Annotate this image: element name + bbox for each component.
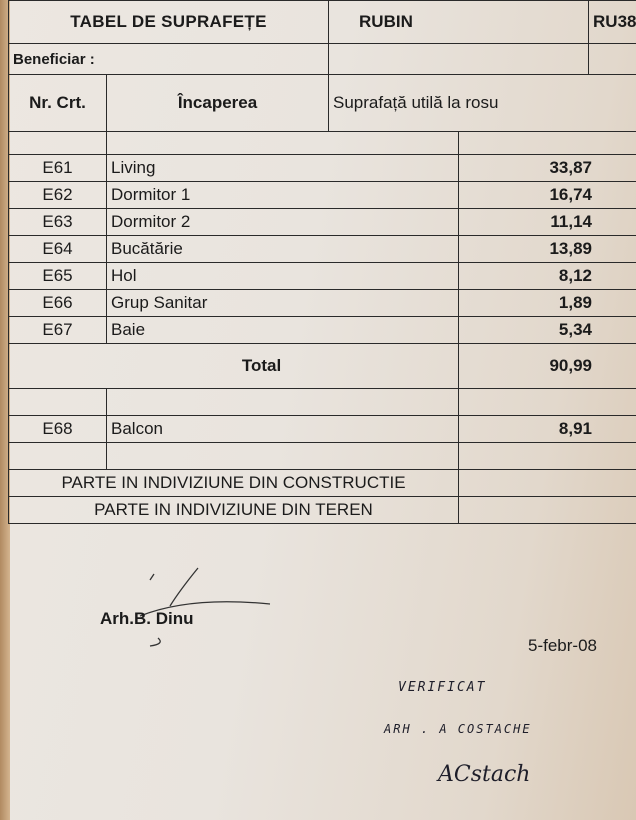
project-code: RU38 xyxy=(589,1,636,44)
room-name: Dormitor 1 xyxy=(107,182,459,209)
balcony-area: 8,91 xyxy=(459,416,636,443)
table-title: TABEL DE SUPRAFEȚE xyxy=(9,1,329,44)
total-label: Total xyxy=(9,344,459,389)
room-area: 11,14 xyxy=(459,209,636,236)
share-construction-row xyxy=(9,470,636,497)
room-area: 13,89 xyxy=(459,236,636,263)
beneficiar-label: Beneficiar : xyxy=(9,44,329,75)
room-code: E65 xyxy=(9,263,107,290)
room-code: E67 xyxy=(9,317,107,344)
table-row xyxy=(9,263,636,290)
room-code: E64 xyxy=(9,236,107,263)
beneficiar-extra xyxy=(589,44,636,75)
architect-name: Arh.B. Dinu xyxy=(100,609,194,628)
share-construction-label: PARTE IN INDIVIZIUNE DIN CONSTRUCTIE xyxy=(9,470,459,497)
table-row xyxy=(9,290,636,317)
spacer-row xyxy=(9,132,636,155)
beneficiar-value xyxy=(329,44,589,75)
col-nr-header: Nr. Crt. xyxy=(9,75,107,132)
room-code: E63 xyxy=(9,209,107,236)
room-name: Hol xyxy=(107,263,459,290)
room-code: E61 xyxy=(9,155,107,182)
document-date: 5-febr-08 xyxy=(528,636,597,655)
room-area: 16,74 xyxy=(459,182,636,209)
room-name: Baie xyxy=(107,317,459,344)
title-row xyxy=(9,1,636,44)
column-header-row xyxy=(9,75,636,132)
verified-note: VERIFICAT xyxy=(398,680,487,695)
verifier-name: ARH . A COSTACHE xyxy=(384,722,532,736)
total-value: 90,99 xyxy=(459,344,636,389)
total-row xyxy=(9,344,636,389)
room-name: Bucătărie xyxy=(107,236,459,263)
share-land-row xyxy=(9,497,636,524)
beneficiar-row xyxy=(9,44,636,75)
room-area: 5,34 xyxy=(459,317,636,344)
room-area: 33,87 xyxy=(459,155,636,182)
project-name: RUBIN xyxy=(329,1,589,44)
table-row xyxy=(9,317,636,344)
share-land-label: PARTE IN INDIVIZIUNE DIN TEREN xyxy=(9,497,459,524)
table-row xyxy=(9,236,636,263)
table-row xyxy=(9,155,636,182)
room-area: 8,12 xyxy=(459,263,636,290)
architect-signature xyxy=(110,560,310,650)
room-name: Dormitor 2 xyxy=(107,209,459,236)
balcony-name: Balcon xyxy=(107,416,459,443)
room-name: Living xyxy=(107,155,459,182)
balcony-row xyxy=(9,416,636,443)
room-code: E62 xyxy=(9,182,107,209)
room-name: Grup Sanitar xyxy=(107,290,459,317)
verifier-signature: ACstach xyxy=(438,762,531,787)
col-room-header: Încaperea xyxy=(107,75,329,132)
table-row xyxy=(9,209,636,236)
col-area-header: Suprafață utilă la rosu xyxy=(329,75,636,132)
balcony-code: E68 xyxy=(9,416,107,443)
table-row xyxy=(9,182,636,209)
room-code: E66 xyxy=(9,290,107,317)
surface-table xyxy=(8,0,636,524)
spacer-row xyxy=(9,389,636,416)
room-area: 1,89 xyxy=(459,290,636,317)
spacer-row xyxy=(9,443,636,470)
